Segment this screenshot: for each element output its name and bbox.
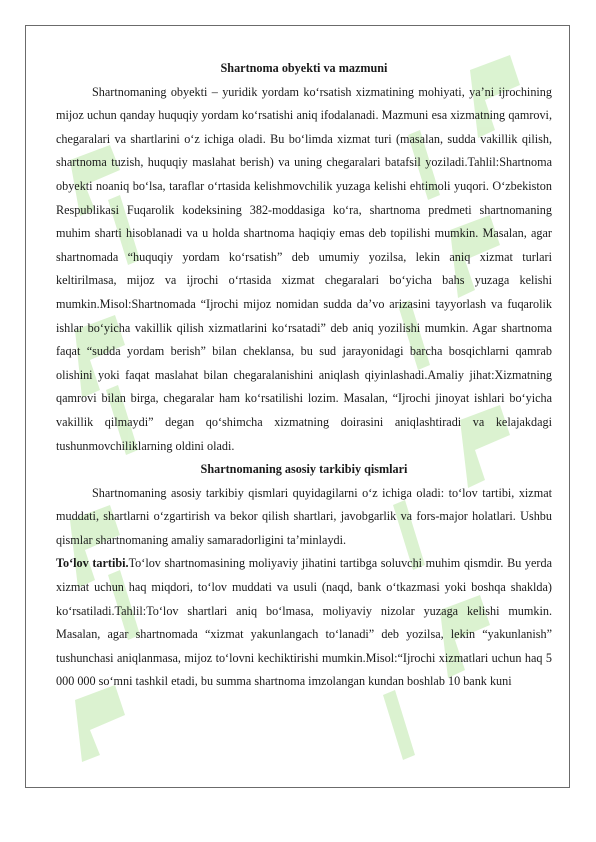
section-title-components: Shartnomaning asosiy tarkibiy qismlari: [200, 462, 408, 477]
section-title-subject: Shartnoma obyekti va mazmuni: [220, 61, 388, 75]
document-body: [56, 57, 552, 694]
paragraph-payment: [56, 552, 552, 694]
payment-text: To‘lov shartnomasining moliyaviy jihatini tartibga soluvchi muhim qismdir. Bu yerda xizmat uchun haq miqdori, to‘lov muddati va usuli (naqd, bank o‘tkazmasi yoki boshqa shaklda) ko‘rsatiladi.Tahlil:To‘lov shartlari aniq bo‘lmasa, moliyaviy nizolar yuzaga kelishi mumkin. Masalan, agar shartnomada “xizmat yakunlangach to‘lanadi” deb yozilsa, lekin “yakunlanish” tushunchasi aniqlanmasa, mijoz to‘lovni kechiktirishi mumkin.Misol:“Ijrochi xizmatlari uchun haq 5 000 000 so‘mni tashkil etadi, bu summa shartnoma imzolangan kundan boshlab 10 bank kuni: [56, 556, 552, 689]
paragraph-subject: Shartnomaning obyekti – yuridik yordam ko‘rsatish xizmatining mohiyati, ya’ni ijrochining mijoz uchun qanday huquqiy yordam ko‘rsatishi aniq ifodalanadi. Mazmuni esa xizmatning qamrovi, chegaralari va shartlarini o‘z ichiga oladi. Bu bo‘limda xizmat turi (masalan, sudda vakillik qilish, shartnoma tuzish, huquqiy maslahat berish) va uning chegaralari batafsil yoziladi.Tahlil:Shartnoma obyekti noaniq bo‘lsa, taraflar o‘rtasida kelishmovchilik yuzaga kelishi ehtimoli yuqori. O‘zbekiston Respublikasi Fuqarolik kodeksining 382-moddasiga ko‘ra, shartnoma predmeti shartnomaning muhim sharti hisoblanadi va u holda shartnoma haqiqiy emas deb topilishi mumkin. Masalan, agar shartnomada “huquqiy yordam ko‘rsatish” deb umumiy yozilsa, lekin aniq xizmat turlari keltirilmasa, mijoz va ijrochi o‘rtasida xizmat chegaralari bo‘yicha bahs yuzaga kelishi mumkin.Misol:Shartnomada “Ijrochi mijoz nomidan sudda da’vo arizasini tayyorlash va fuqarolik ishlar bo‘yicha vakillik qilish xizmatlarini ko‘rsatadi” deb aniq yozilishi mumkin. Agar shartnoma faqat “sudda yordam berish” bilan cheklansa, bu sud jarayonidagi barcha bosqichlarni qamrab olishini yoki faqat maslahat bilan chegaralanishini aniqlash qiyinlashadi.Amaliy jihat:Xizmatning qamrovi bilan birga, chegaralar ham ko‘rsatilishi lozim. Masalan, “Ijrochi jinoyat ishlari bo‘yicha vakillik qilmaydi” degan qo‘shimcha xizmatning doirasini aniqlashtiradi va kelajakdagi tushunmovchiliklarning oldini oladi.: [56, 84, 552, 453]
payment-lead: To‘lov tartibi.: [56, 556, 129, 571]
paragraph-components: Shartnomaning asosiy tarkibiy qismlari quyidagilarni o‘z ichiga oladi: to‘lov tartibi, xizmat muddati, shartlarni o‘zgartirish va bekor qilish shartlari, javobgarlik va fors-major holatlari. Ushbu qismlar shartnomaning amaliy samaradorligini ta’minlaydi.: [56, 485, 552, 547]
